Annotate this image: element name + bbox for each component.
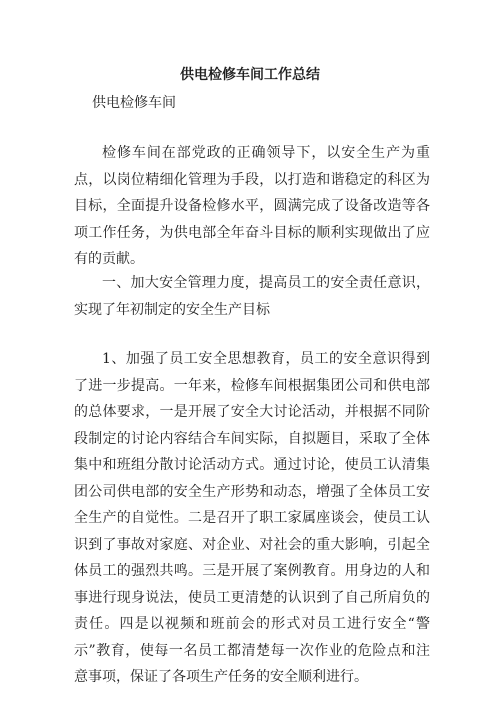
document-title: 供电检修车间工作总结 <box>180 67 320 83</box>
intro-paragraph: 检修车间在部党政的正确领导下，以安全生产为重点，以岗位精细化管理为手段，以打造和谐稳定的科区为目标，全面提升设备检修水平，圆满完成了设备改造等各项工作任务，为供电部全年奋斗目标的顺利实现做出了应有的贡献。 <box>74 145 430 267</box>
document-subtitle: 供电检修车间 <box>92 95 176 111</box>
body-paragraph: 1、加强了员工安全思想教育，员工的安全意识得到了进一步提高。一年来，检修车间根据集团公司和供电部的总体要求，一是开展了安全大讨论活动，并根据不同阶段制定的讨论内容结合车间实际，自拟题目，采取了全体集中和班组分散讨论活动方式。通过讨论，使员工认清集团公司供电部的安全生产形势和动态，增强了全体员工安全生产的自觉性。二是召开了职工家属座谈会，使员工认识到了事故对家庭、对企业、对社会的重大影响，引起全体员工的强烈共鸣。三是开展了案例教育。用身边的人和事进行现身说法，使员工更清楚的认识到了自己所肩负的责任。四是以视频和班前会的形式对员工进行安全“警示”教育，使每一名员工都清楚每一次作业的危险点和注意事项，保证了各项生产任务的安全顺利进行。 <box>74 351 430 685</box>
section-heading-paragraph: 一、加大安全管理力度，提高员工的安全责任意识，实现了年初制定的安全生产目标 <box>74 275 430 318</box>
